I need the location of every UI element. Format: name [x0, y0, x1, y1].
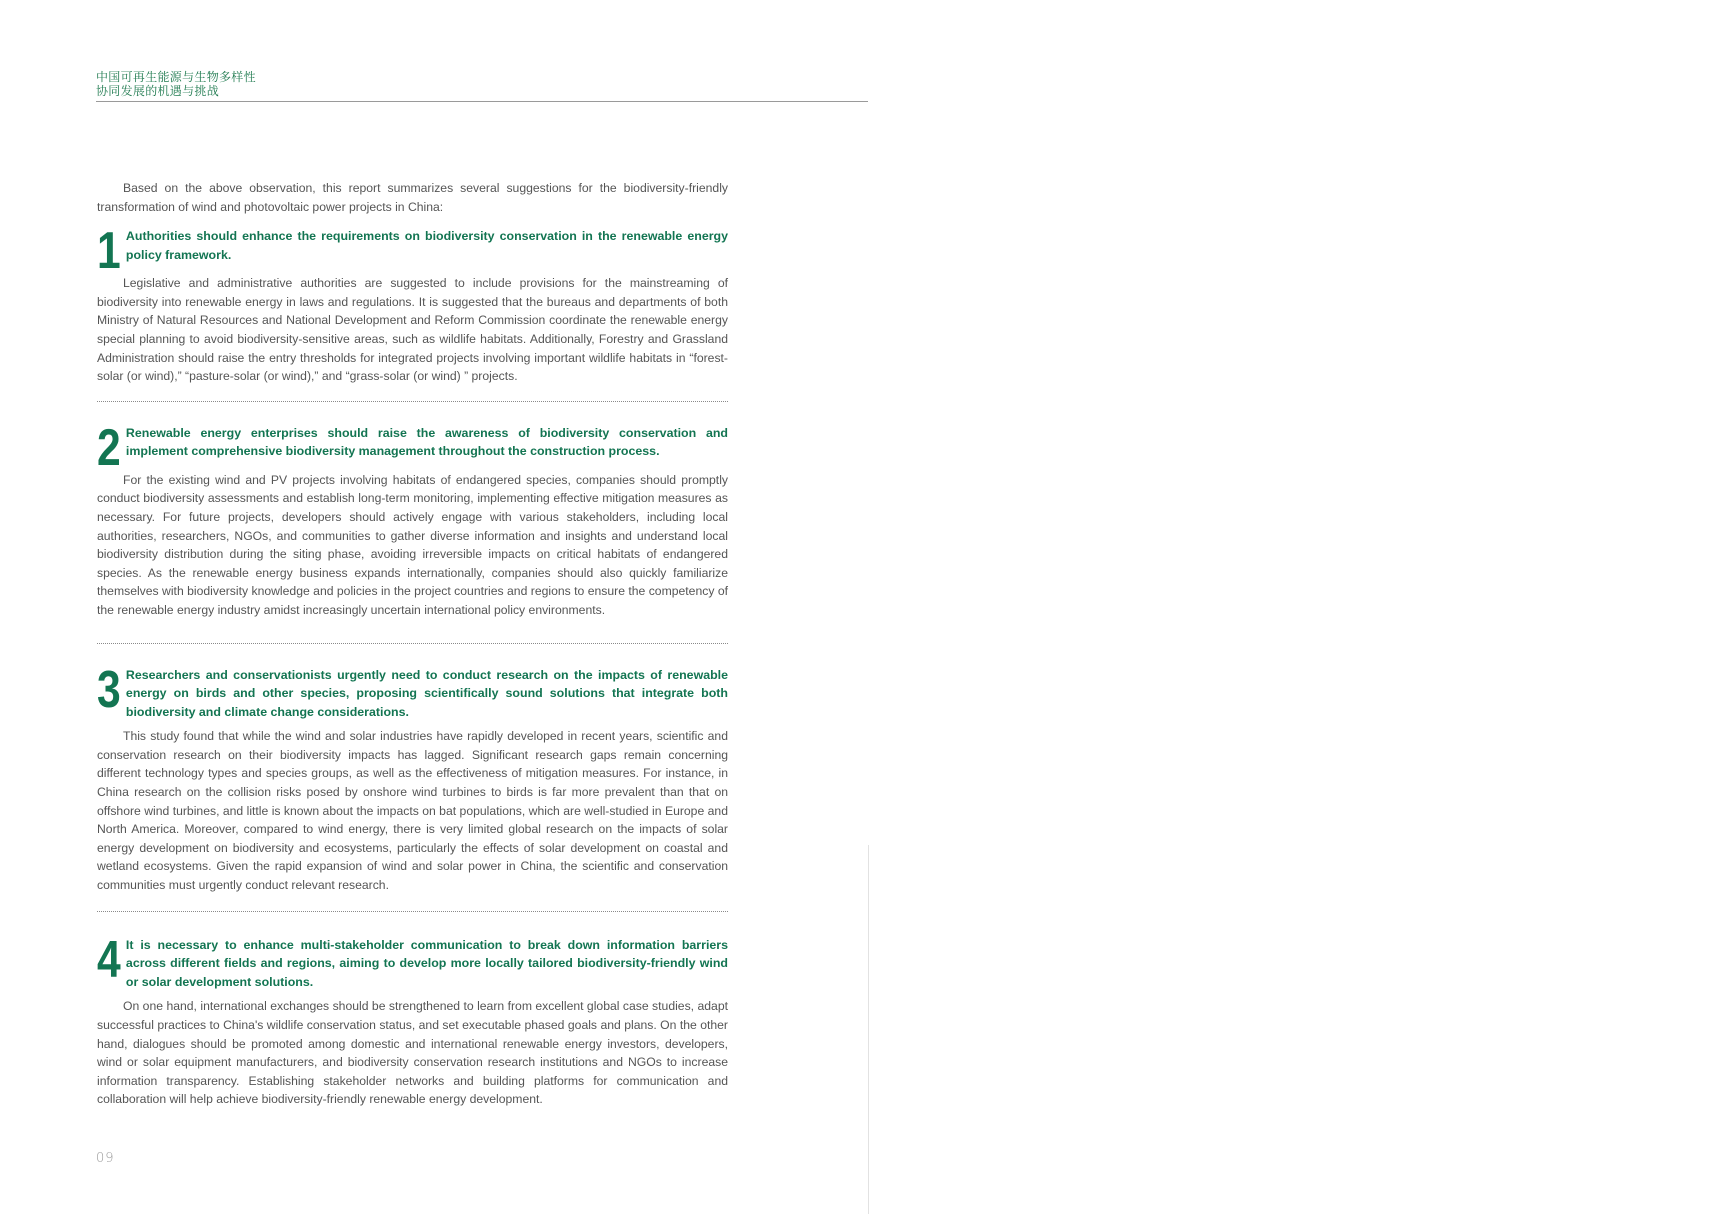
- recommendation-header: [97, 222, 728, 281]
- main-content: [97, 179, 728, 1109]
- recommendation-number: 4: [97, 930, 121, 989]
- header-title-line-2: 协同发展的机遇与挑战: [96, 84, 220, 98]
- recommendation-header: [97, 930, 728, 992]
- recommendation-title: It is necessary to enhance multi-stakeholder communication to break down information barriers across different fields and regions, aiming to develop more locally tailored biodiversity-friendly wind or solar development solutions.: [125, 937, 728, 989]
- recommendation-body: For the existing wind and PV projects involving habitats of endangered species, companies should promptly conduct biodiversity assessments and establish long-term monitoring, implementing effective mitigation measures as necessary. For future projects, developers should actively engage with various stakeholders, including local authorities, researchers, NGOs, and communities to gather diverse information and insights and understand local biodiversity distribution during the siting phase, avoiding irreversible impacts on critical habitats of endangered species. As the renewable energy business expands internationally, companies should also quickly familiarize themselves with biodiversity knowledge and policies in the project countries and regions to ensure the competency of the renewable energy industry amidst increasingly uncertain international policy environments.: [97, 472, 728, 617]
- recommendation-body: Legislative and administrative authorities are suggested to include provisions for the mainstreaming of biodiversity into renewable energy in laws and regulations. It is suggested that the bureaus and departments of both Ministry of Natural Resources and National Development and Reform Commission coordinate the renewable energy special planning to avoid biodiversity-sensitive areas, such as wildlife habitats. Additionally, Forestry and Grassland Administration should raise the entry thresholds for integrated projects involving important wildlife habitats in “forest-solar (or wind),” “pasture-solar (or wind),” and “grass-solar (or wind) ” projects.: [97, 276, 728, 384]
- recommendation-title: Researchers and conservationists urgently need to conduct research on the impacts of renewable energy on birds and other species, proposing scientifically sound solutions that integrate both biodiversity and climate change considerations.: [125, 667, 728, 719]
- recommendation-body: This study found that while the wind and solar industries have rapidly developed in recent years, scientific and conservation research on their biodiversity impacts has lagged. Significant research gaps remain concerning different technology types and species groups, as well as the effectiveness of mitigation measures. For instance, in China research on the collision risks posed by onshore wind turbines to birds is far more prevalent than that on offshore wind turbines, and little is known about the impacts on bat populations, which are well-studied in Europe and North America. Moreover, compared to wind energy, there is very limited global research on the impacts of solar energy development on biodiversity and ecosystems, particularly the effects of solar development on coastal and wetland ecosystems. Given the rapid expansion of wind and solar power in China, the scientific and conservation communities must urgently conduct relevant research.: [97, 729, 728, 893]
- intro-paragraph: Based on the above observation, this report summarizes several suggestions for the biodiversity-friendly transformation of wind and photovoltaic power projects in China:: [97, 181, 728, 214]
- recommendation-header: [97, 660, 728, 722]
- recommendation-title: Renewable energy enterprises should raise the awareness of biodiversity conservation and implement comprehensive biodiversity management throughout the construction process.: [125, 425, 728, 459]
- section-divider: [97, 911, 728, 912]
- recommendation-number: 3: [97, 660, 121, 719]
- section-divider: [97, 401, 728, 402]
- recommendation-2: [97, 418, 728, 620]
- recommendation-title: Authorities should enhance the requirements on biodiversity conservation in the renewable energy policy framework.: [125, 229, 728, 262]
- recommendation-body: On one hand, international exchanges should be strengthened to learn from excellent global case studies, adapt successful practices to China's wildlife conservation status, and set executable phased goals and plans. On the other hand, dialogues should be promoted among domestic and international renewable energy investors, developers, wind or solar equipment manufacturers, and biodiversity conservation research institutions and NGOs to increase information transparency. Establishing stakeholder networks and building platforms for communication and collaboration will help achieve biodiversity-friendly renewable energy development.: [97, 999, 728, 1107]
- header-title-line-1: 中国可再生能源与生物多样性: [96, 70, 256, 84]
- recommendation-number: 2: [97, 418, 121, 477]
- page-number: 09: [96, 1151, 115, 1166]
- section-divider: [97, 643, 728, 644]
- recommendation-3: [97, 660, 728, 895]
- recommendation-number: 1: [97, 222, 121, 281]
- page-spine-line: [868, 845, 869, 1214]
- running-header: [96, 70, 868, 102]
- recommendation-1: [97, 222, 728, 386]
- recommendation-4: [97, 930, 728, 1109]
- recommendation-header: [97, 418, 728, 477]
